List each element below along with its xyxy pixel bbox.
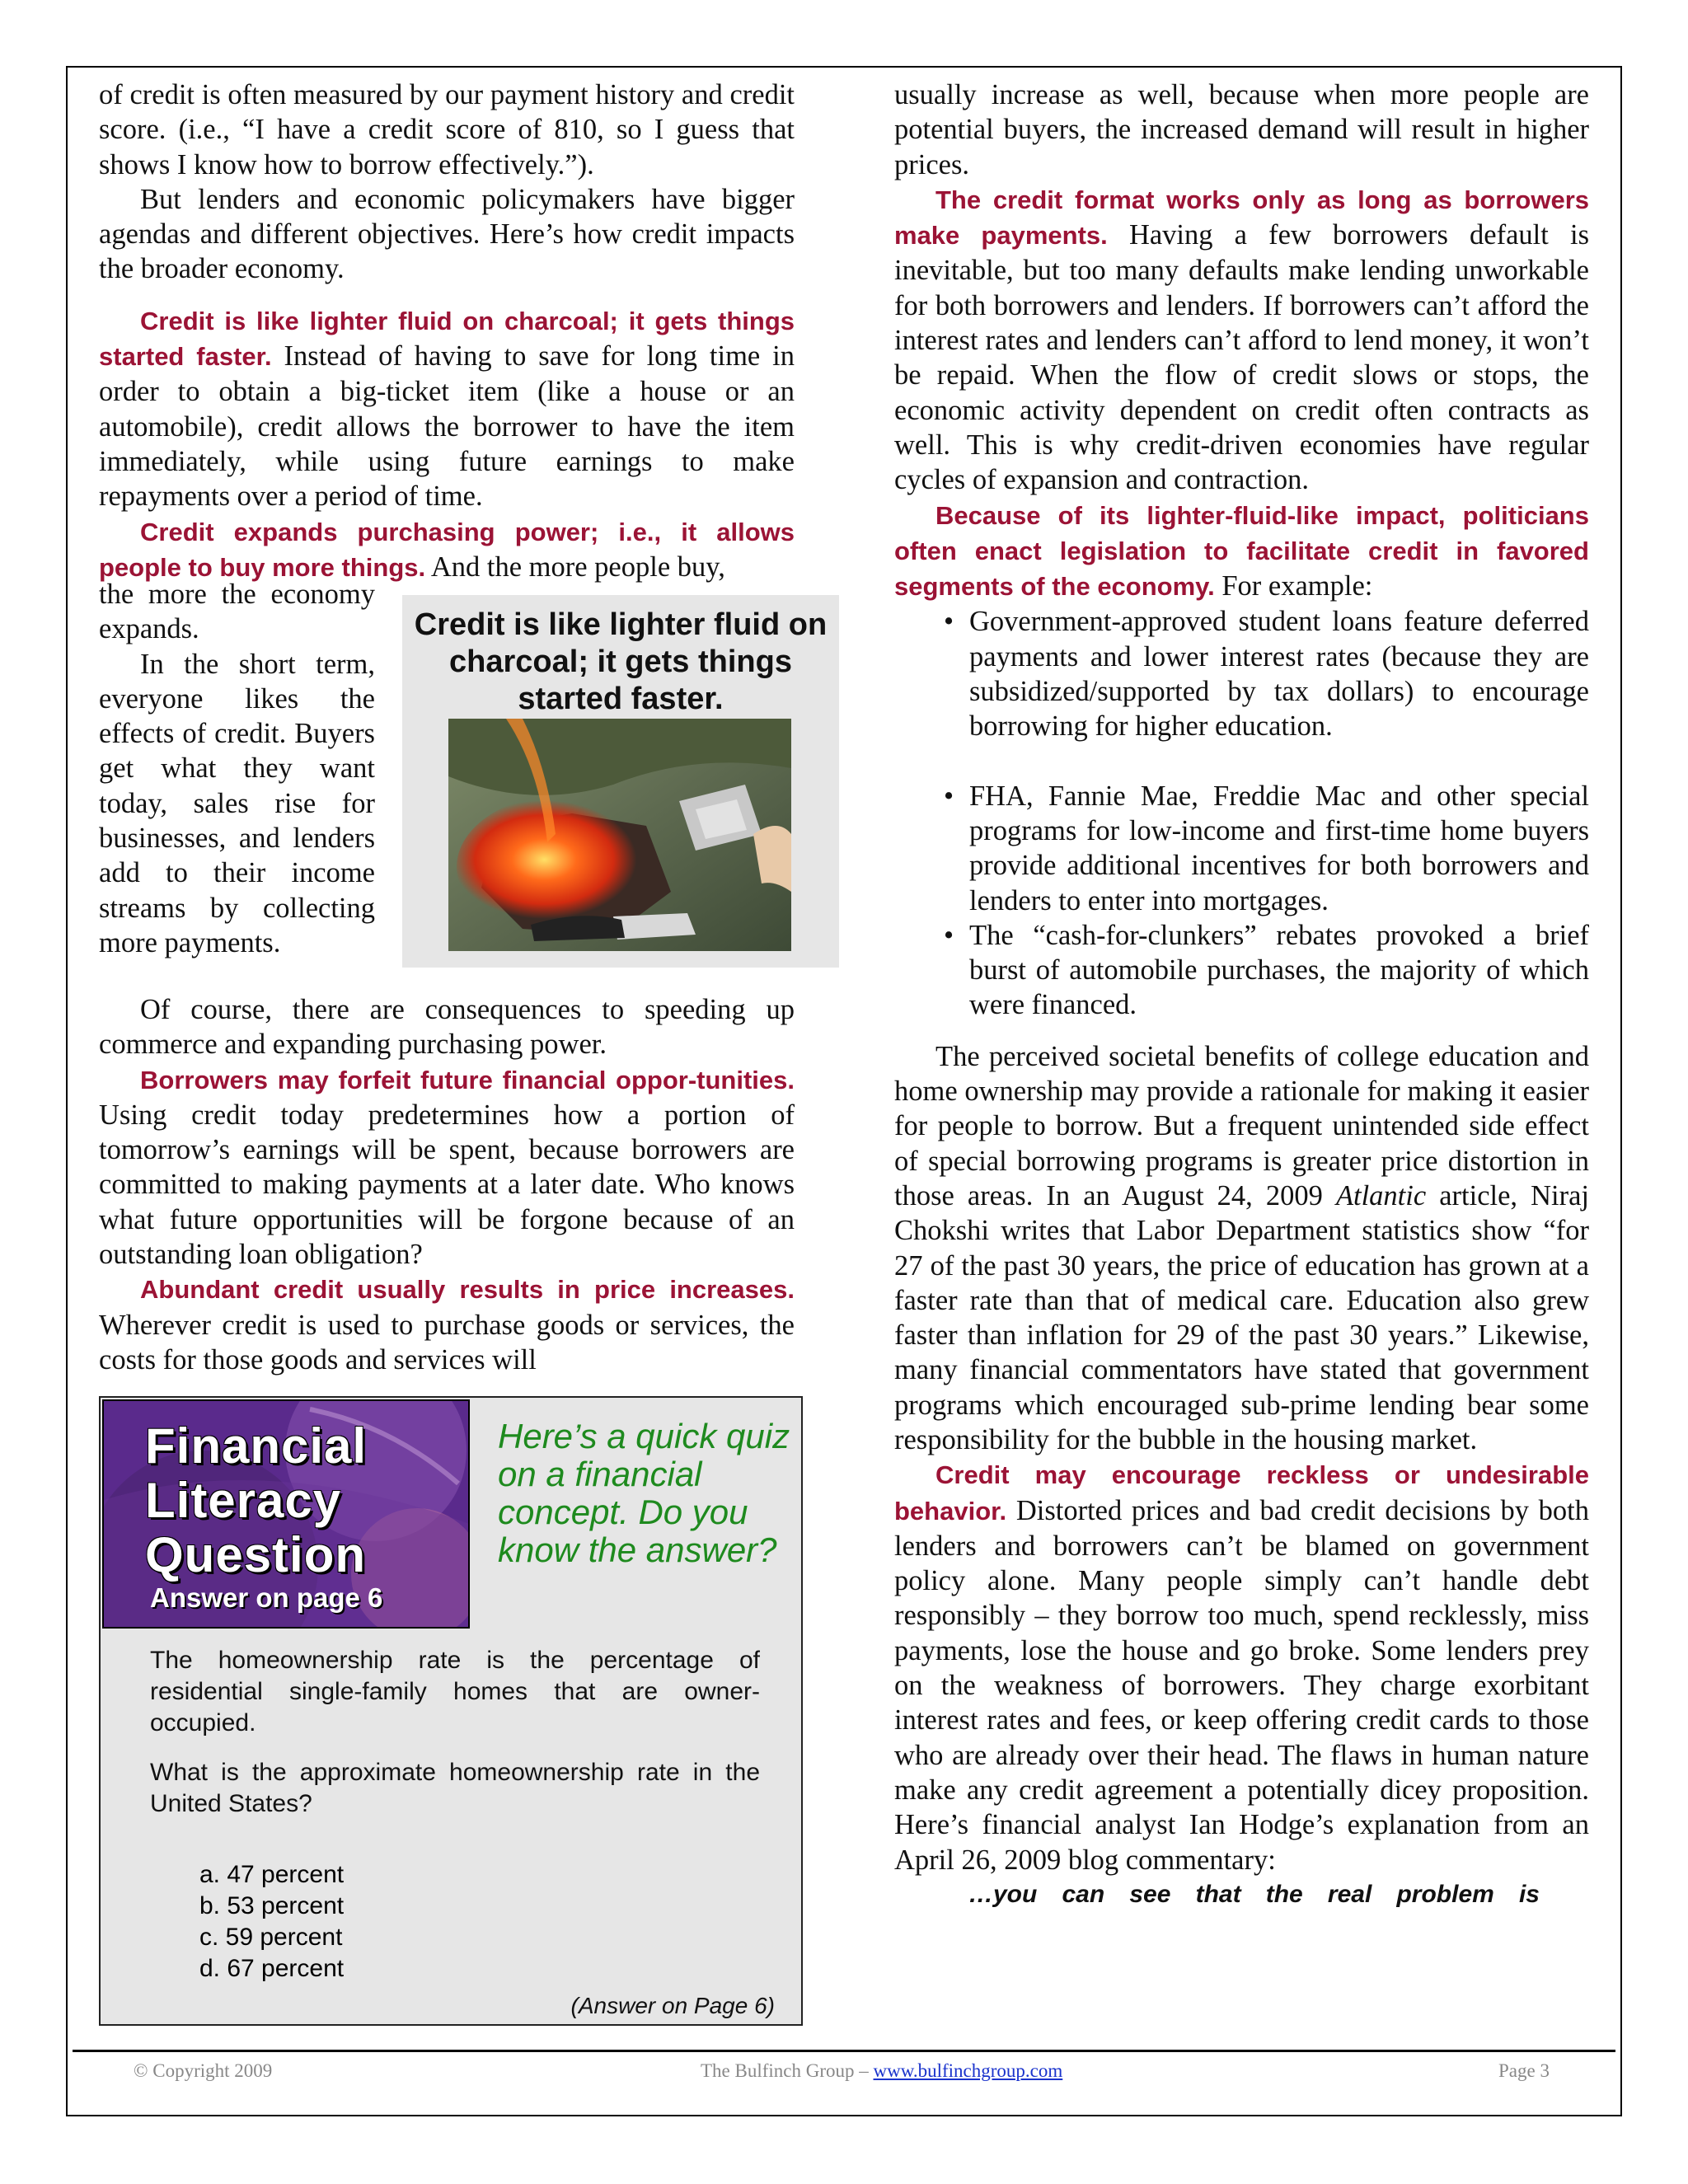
banner-title-line: Financial xyxy=(145,1418,368,1474)
paragraph-text: Distorted prices and bad credit decisions by both lenders and borrowers can’t be blamed on government policy alone. Many people simply can’t handle debt responsibly – they borrow too much, spend recklessly, miss payments, lose the house and go broke. Some lenders prey on the weakness of borrowers. They charge exorbitant interest rates and fees, or keep offering credit cards to those who are already over their head. The flaws in human nature make any credit agreement a potentially dicey proposition. Here’s financial analyst Ian Hodge’s explanation from an April 26, 2009 blog commentary: xyxy=(894,1494,1589,1876)
paragraph xyxy=(894,498,1589,605)
banner-title-line: Literacy xyxy=(145,1473,342,1528)
list-item-text: FHA, Fannie Mae, Freddie Mac and other special programs for low-income and first-time home buyers provide additional incentives for both borrowers and lenders to enter into mortgages. xyxy=(969,780,1589,916)
paragraph: But lenders and economic policymakers have bigger agendas and different objectives. Here’s how credit impacts the broader economy. xyxy=(99,183,795,285)
paragraph-text: Instead of having to save for long time in order to obtain a big-ticket item (like a house or an automobile), credit allows the borrower to have the item immediately, while using future earnings to make repayments over a period of time. xyxy=(99,340,795,513)
paragraph xyxy=(894,1457,1589,1877)
section-heading: Borrowers may forfeit future financial oppor-tunities. xyxy=(140,1065,795,1094)
charcoal-fire-photo xyxy=(448,719,791,951)
section-heading: Abundant credit usually results in price increases. xyxy=(140,1275,795,1305)
quiz-option: b. 53 percent xyxy=(199,1892,345,1919)
paragraph-text: And the more people buy, xyxy=(425,551,725,583)
bullet-icon: • xyxy=(944,780,954,812)
paragraph-text: article, Niraj Chokshi writes that Labor Department statistics show “for 27 of the past 30 years, the price of education has grown at a faster rate than that of medical care. Education also grew faster than inflation for 29 of the past 30 years.” Likewise, many financial commentators have stated that government programs which encouraged sub-prime lending bear some responsibility for the bubble in the housing market. xyxy=(894,1179,1589,1455)
paragraph-text: Having a few borrowers default is inevitable, but too many defaults make lending unworkable for both borrowers and lenders. If borrowers can’t afford the interest rates and lenders can’t afford to lend money, it won’t be repaid. When the flow of credit slows or stops, the economic activity dependent on credit often contracts as well. This is why credit-driven economies have regular cycles of expansion and contraction. xyxy=(894,219,1590,496)
paragraph: Of course, there are consequences to speeding up commerce and expanding purchasing power. xyxy=(99,994,795,1061)
paragraph xyxy=(99,1272,795,1377)
list-item xyxy=(894,604,1589,743)
left-column-wrap xyxy=(99,577,375,960)
left-column-lower xyxy=(99,992,795,1377)
quiz-question xyxy=(150,1645,760,1838)
quiz-option: a. 47 percent xyxy=(199,1861,345,1888)
paragraph: of credit is often measured by our payment history and credit score. (i.e., “I have a credit score of 810, so I guess that shows I know how to borrow effectively.”). xyxy=(99,79,795,180)
list-item-text: The “cash-for-clunkers” rebates provoked a brief burst of automobile purchases, the majority of which were financed. xyxy=(969,919,1589,1021)
footer-center xyxy=(701,2060,1062,2082)
footer-link[interactable]: www.bulfinchgroup.com xyxy=(873,2060,1063,2081)
paragraph: In the short term, everyone likes the effects of credit. Buyers get what they want today, sales rise for businesses, and lenders add to their income streams by collecting more payments. xyxy=(99,648,375,958)
paragraph-text: The perceived societal benefits of college education and home ownership may provide a rationale for making it easier for people to borrow. But a frequent unintended side effect of special borrowing programs is greater price distortion in those areas. In an August 24, 2009 xyxy=(894,1040,1589,1212)
example-list xyxy=(894,604,1589,1022)
banner-subtitle: Answer on page 6 xyxy=(150,1582,383,1613)
list-item xyxy=(894,779,1589,918)
quiz-box xyxy=(99,1396,803,2026)
section-heading: Because of its lighter-fluid-like impact, politicians often enact legislation to facilitate credit in favored segments of the economy. xyxy=(894,500,1589,602)
block-quote: …you can see that the real problem is xyxy=(968,1880,1540,1908)
quiz-tease: Here’s a quick quiz on a financial concept. Do you know the answer? xyxy=(498,1417,790,1569)
left-column xyxy=(99,77,795,585)
question-text: The homeownership rate is the percentage of residential single-family homes that are owner-occupied. xyxy=(150,1647,760,1736)
bullet-icon: • xyxy=(944,919,954,951)
publication-title: Atlantic xyxy=(1335,1179,1427,1212)
quiz-option: d. 67 percent xyxy=(199,1955,345,1982)
footer-rule xyxy=(73,2050,1615,2052)
paragraph-text: Wherever credit is used to purchase goods or services, the costs for those goods and services will xyxy=(99,1309,795,1376)
banner-title xyxy=(145,1419,367,1582)
list-item-text: Government-approved student loans feature deferred payments and lower interest rates (because they are subsidized/supported by tax dollars) to encourage borrowing for higher education. xyxy=(969,606,1589,743)
right-column xyxy=(894,77,1589,1912)
paragraph xyxy=(894,1039,1589,1458)
section-heading: Credit may encourage reckless or undesirable behavior. xyxy=(894,1460,1589,1526)
section-heading: The credit format works only as long as borrowers make payments. xyxy=(894,185,1589,251)
paragraph xyxy=(99,303,795,514)
footer-company: The Bulfinch Group – xyxy=(701,2060,874,2081)
paragraph xyxy=(99,1062,795,1272)
quiz-option: c. 59 percent xyxy=(199,1924,343,1951)
paragraph-text: Using credit today predetermines how a portion of tomorrow’s earnings will be spent, because borrowers are committed to making payments at a later date. Who knows what future opportunities will be forgone because of an outstanding loan obligation? xyxy=(99,1099,795,1271)
paragraph xyxy=(99,514,795,586)
paragraph: the more the economy expands. xyxy=(99,579,375,645)
quiz-banner xyxy=(102,1399,470,1629)
pull-quote-text: Credit is like lighter fluid on charcoal; it gets things started faster. xyxy=(414,607,828,716)
section-heading: Credit expands purchasing power; i.e., it allows people to buy more things. xyxy=(99,517,795,582)
banner-title-line: Question xyxy=(145,1527,367,1582)
pull-quote xyxy=(402,595,839,968)
paragraph: usually increase as well, because when more people are potential buyers, the increased demand will result in higher prices. xyxy=(894,79,1589,180)
paragraph xyxy=(894,182,1589,498)
footer-copyright: © Copyright 2009 xyxy=(134,2060,273,2081)
section-heading: Credit is like lighter fluid on charcoal; it gets things started faster. xyxy=(99,306,795,372)
paragraph-text: For example: xyxy=(1214,570,1373,602)
quiz-options xyxy=(199,1859,344,1985)
footer-page-number: Page 3 xyxy=(1498,2060,1550,2081)
question-text: What is the approximate homeownership rate in the United States? xyxy=(150,1759,760,1817)
list-item xyxy=(894,918,1589,1023)
quiz-answer-note: (Answer on Page 6) xyxy=(570,1993,775,2018)
bullet-icon: • xyxy=(944,606,954,638)
